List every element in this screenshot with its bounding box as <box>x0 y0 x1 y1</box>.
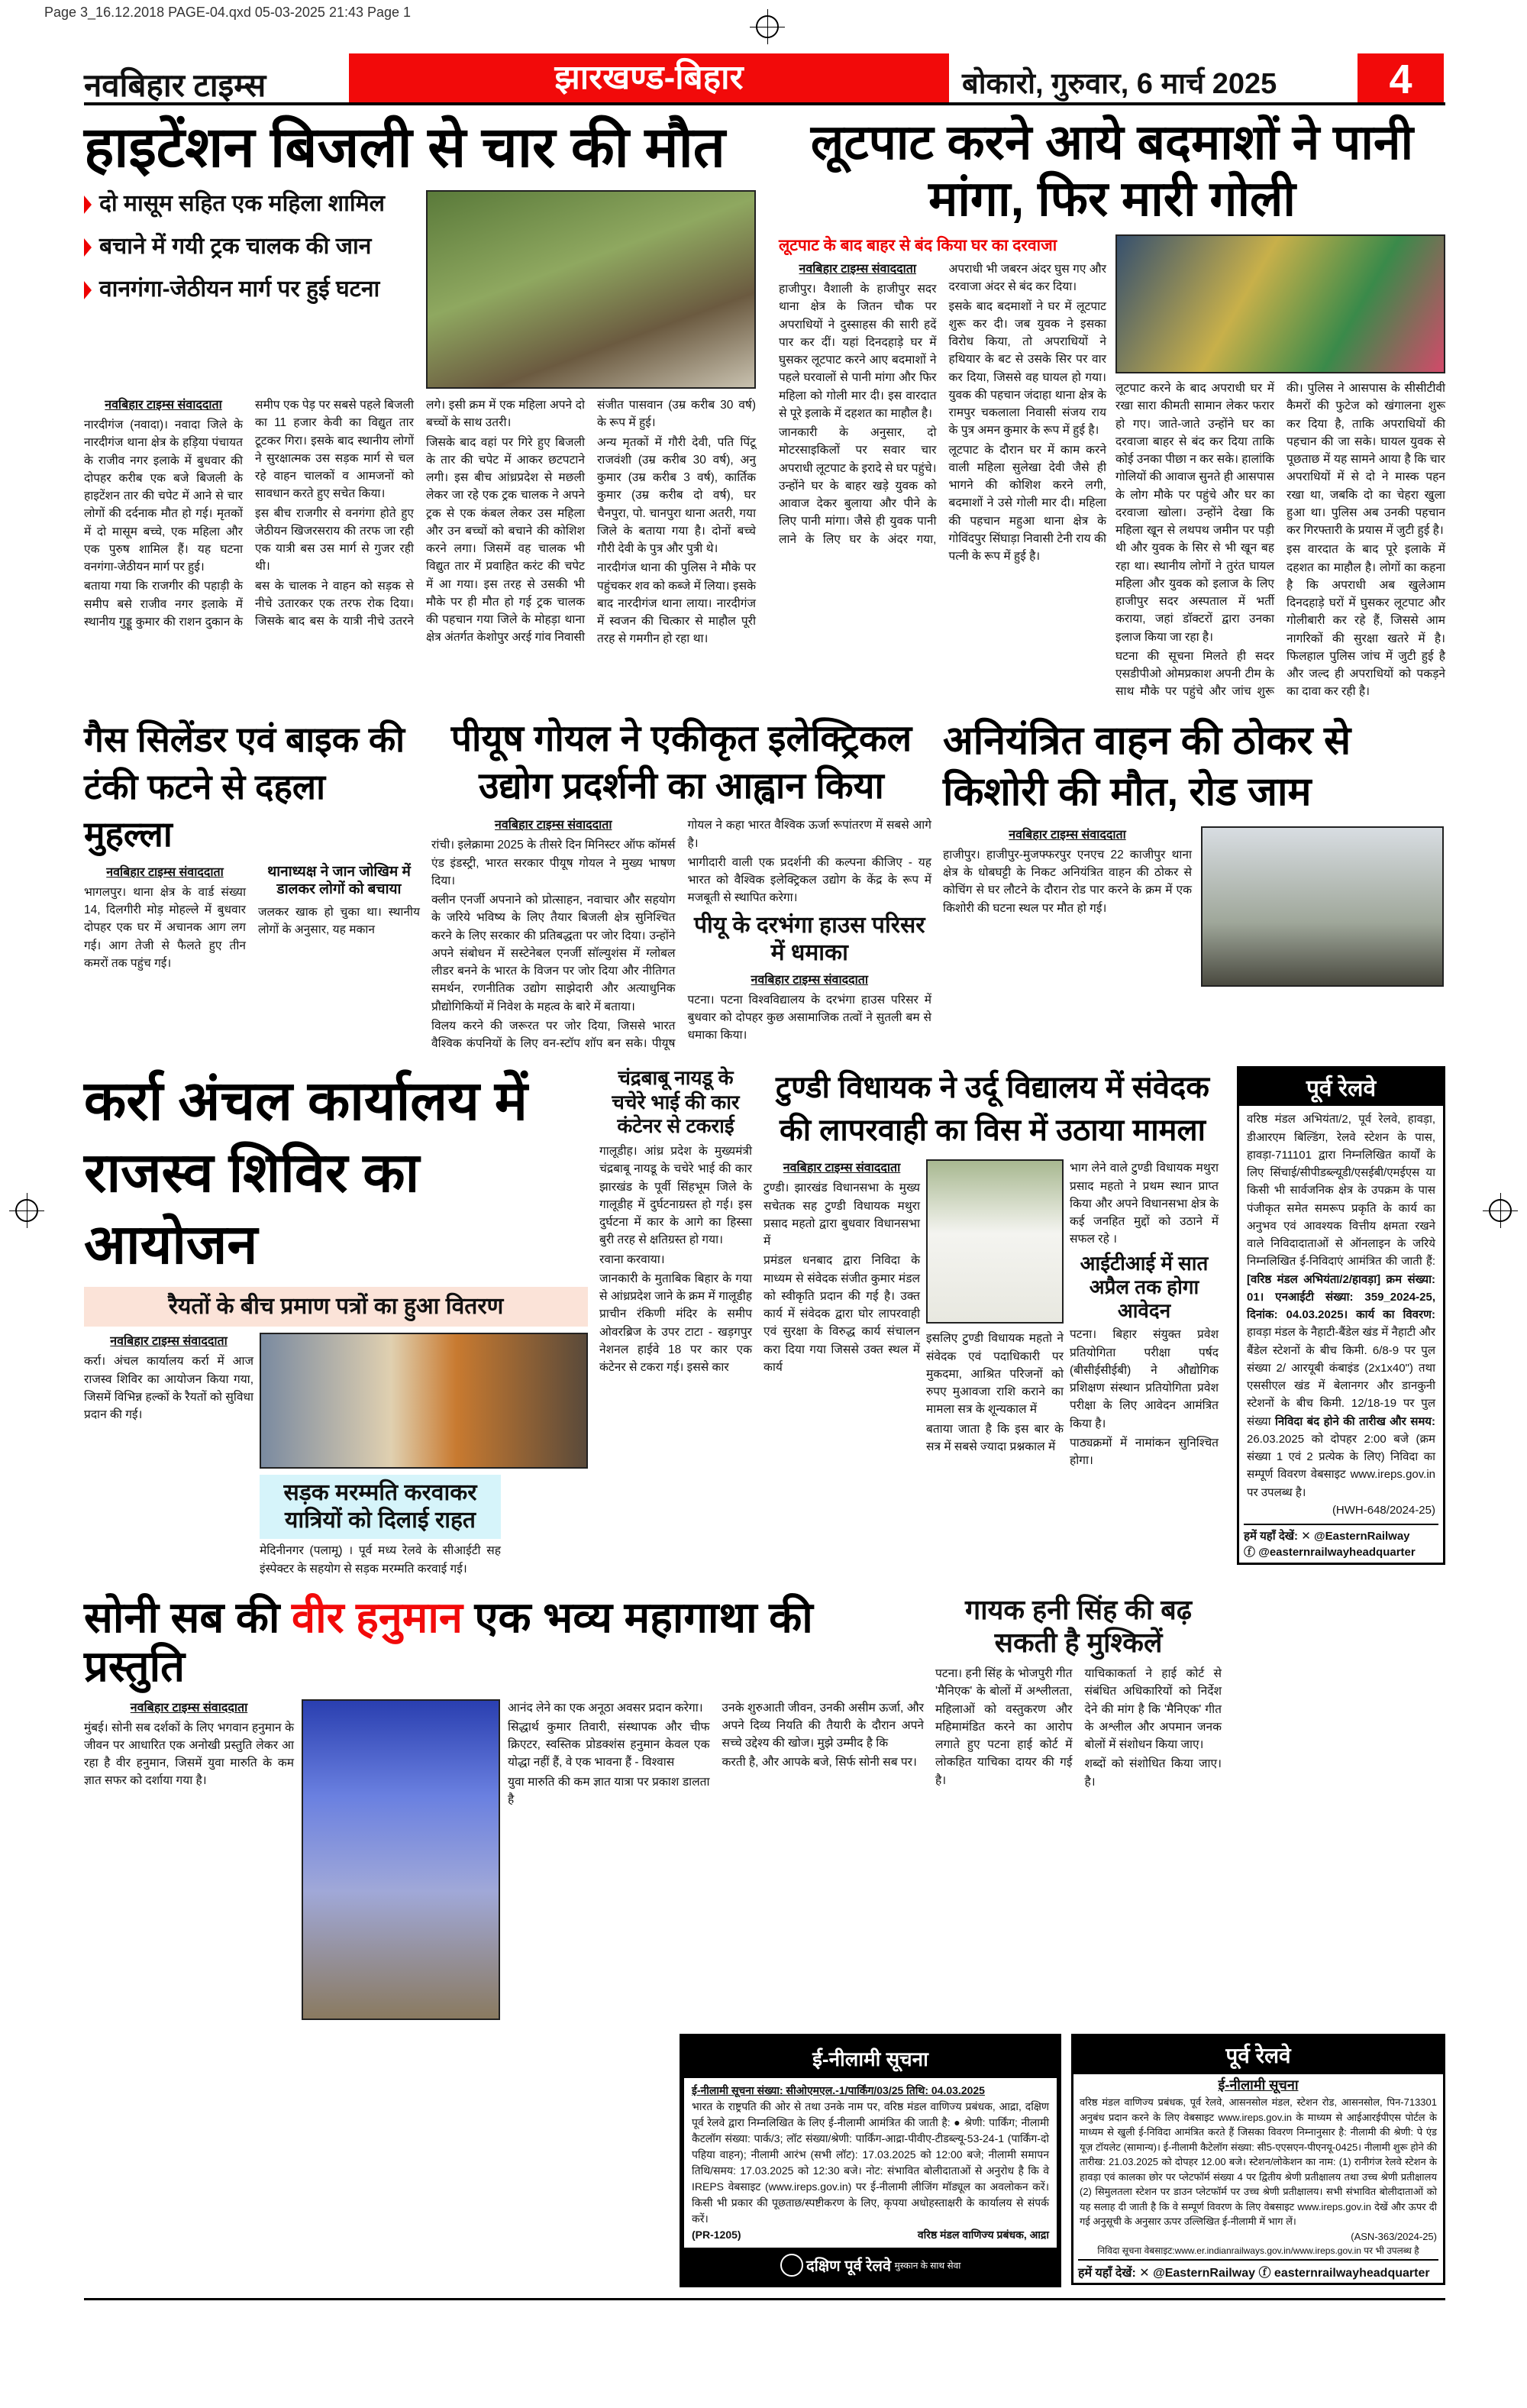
byline: नवबिहार टाइम्स संवाददाता <box>110 1335 228 1349</box>
left-area <box>84 1066 1222 2019</box>
byline: नवबिहार टाइम्स संवाददाता <box>783 1162 901 1175</box>
notice-subtitle: ई-नीलामी सूचना <box>1218 2077 1299 2093</box>
byline: नवबिहार टाइम्स संवाददाता <box>751 973 868 987</box>
notice-text: वरिष्ठ मंडल वाणिज्य प्रबंधक, पूर्व रेलवे, आसनसोल मंडल, स्टेशन रोड, आसनसोल, पिन-713301 अनुबंध प्रदान करने के लिए वेबसाइट www.ireps.gov.in के माध्यम से आईआरईपीएस पोर्टल के माध्यम से खुली ई-निविदा आमंत्रित करते हैं जिसका विवरण निम्नानुसार है: नीलामी की श्रेणी: पे एंड यूज़ टॉयलेट (सामान्य)। ई-नीलामी कैटेलॉग संख्या: सी5-एएसएन-पीएनयू-0425। नीलामी शुरू होने की तारीख: 21.03.2025 को दोपहर 12.00 बजे। स्टेशन/लोकेशन का नाम: (1) रानीगंज रेलवे स्टेशन के हावड़ा एवं कालका छोर पर प्लेटफॉर्म संख्या 4 पर द्वितीय श्रेणी प्रतीक्षालय तथा उच्च श्रेणी प्रतीक्षालय (2) सिमुलतला स्टेशन पर डाउन प्लेटफॉर्म पर उच्च श्रेणी प्रतीक्षालय। सभी संभावित बोलीदाताओं को यह सलाह दी जाती है कि वे सम्पूर्ण विवरण के लिए वेबसाइट www.ireps.gov.in देखें और ऊपर दी गई अनुसूची के अनुसार ऊपर उल्लिखित ई-नीलामी में भाग लें। <box>1080 2096 1437 2228</box>
paragraph: आनंद लेने का एक अनूठा अवसर प्रदान करेगा। <box>508 1701 703 1715</box>
paragraph: विलय करने की जरूरत पर जोर दिया, जिससे भारत वैश्विक कंपनियों के लिए वन-स्टॉप शॉप बन सके। पीयूष गोयल ने कहा भारत वैश्विक ऊर्जा रूपांतरण में सबसे आगे है। <box>431 819 931 1051</box>
paragraph: जलकर खाक हो चुका था। स्थानीय लोगों के अनुसार, यह मकान <box>258 905 420 936</box>
paragraph: उनके शुरुआती जीवन, उनकी असीम ऊर्जा, और अपने दिव्य नियति की तैयारी के दौरान अपने सच्चे उद्देश्य की खोज। मुझे उम्मीद है कि <box>722 1701 924 1750</box>
story-body <box>84 1699 294 1792</box>
story-naidu-car <box>599 1066 752 1378</box>
paragraph: क्लीन एनर्जी अपनाने को प्रोत्साहन, नवाचार और सहयोग के जरिये भविष्य के लिए तैयार बिजली क्षेत्र सुनिश्चित करने के लिए सरकार की प्रतिबद्धता पर जोर दिया। उन्होंने अपने संबोधन में सस्टेनेबल एनर्जी सॉल्युशंस में ग्लोबल लीडर बनने के भारत के विजन पर जोर दिया और नीतिगत समर्थन, रणनीतिक उद्योग साझेदारी और अत्याधुनिक प्रौद्योगिकियों में निवेश के महत्व के बारे में बताया। <box>431 894 676 1013</box>
print-slug: Page 3_16.12.2018 PAGE-04.qxd 05-03-2025 21:43 Page 1 <box>44 5 412 20</box>
org-tagline: मुस्कान के साथ सेवा <box>894 2260 961 2271</box>
registration-mark-icon <box>15 1199 38 1222</box>
notice-ref: (ASN-363/2024-25) <box>1351 2230 1437 2242</box>
facebook-icon: ⓕ <box>1258 2267 1271 2280</box>
ser-logo-block <box>684 2248 1057 2283</box>
paragraph: पटना। हनी सिंह के भोजपुरी गीत 'मैनिएक' के बोलों में अश्लीलता, महिलाओं को वस्तुकरण और महिमामंडित करने का आरोप लगाते हुए पटना हाई कोर्ट में लोकहित याचिका दायर की गई है। <box>935 1667 1073 1787</box>
facebook-icon: ⓕ <box>1244 1546 1256 1560</box>
row-top-stories <box>84 115 1445 702</box>
story-body-left <box>779 234 1106 565</box>
paragraph: रांची। इलेक्रामा 2025 के तीसरे दिन मिनिस्टर ऑफ कॉमर्स एंड इंडस्ट्री, भारत सरकार पीयूष गोयल ने मुख्य भाषण दिया। <box>431 839 676 887</box>
subheadline: पीयू के दरभंगा हाउस परिसर में धमाका <box>693 912 925 965</box>
social-footer <box>1078 2259 1438 2280</box>
headline: लूटपाट करने आये बदमाशों ने पानी मांगा, फिर मारी गोली <box>810 115 1414 226</box>
paragraph: मेदिनीनगर (पलामू) । पूर्व मध्य रेलवे के सीआईटी सह इंस्पेक्टर के सहयोग से सड़क मरम्मति करवाई गई। <box>260 1544 501 1576</box>
story-body <box>935 1665 1222 1792</box>
paragraph: पाठ्यक्रमों में नामांकन सुनिश्चित होगा। <box>1070 1436 1219 1468</box>
social-label: हमें यहाँ देखें: <box>1244 1530 1299 1543</box>
paragraph: अन्य मृतकों में गौरी देवी, पति पिंटू राजवंशी (उम्र करीब 30 वर्ष), अनु कुमार (उम्र करीब 3 वर्ष), कार्तिक कुमार (उम्र करीब दो वर्ष), घर चैनपुरा, पो. चानपुरा थाना अतरी, गया जिले के बताया गया है। दोनों बच्चे गौरी देवी के पुत्र और पुत्री थे। <box>597 435 756 556</box>
bullet-item: दो मासूम सहित एक महिला शामिल <box>84 190 412 218</box>
story-body <box>764 1159 920 1378</box>
page-number: 4 <box>1358 53 1444 102</box>
byline: नवबिहार टाइम्स संवाददाता <box>495 819 612 832</box>
registration-mark-icon <box>1489 1199 1512 1222</box>
notice-text-bold: [वरिष्ठ मंडल अभियंता/2/हावड़ा] क्रम संख्या: 01। एनआईटी संख्या: 359_2024-25, दिनांक: 04.03.2025। कार्य का विवरण: <box>1247 1272 1435 1322</box>
x-handle[interactable]: @EasternRailway <box>1153 2267 1255 2280</box>
notice-title: ई-नीलामी सूचना <box>684 2038 1057 2078</box>
paragraph: सिद्धार्थ कुमार तिवारी, संस्थापक और चीफ क्रिएटर, स्वस्तिक प्रोडक्शंस हनुमान केवल एक योद्धा नहीं हैं, वे एक भावना हैं - विश्वास <box>508 1720 710 1770</box>
story-body <box>260 1542 501 1579</box>
paragraph: जानकारी के अनुसार, दो मोटरसाइकिलों पर सवार चार अपराधी लूटपाट के इरादे से घर पहुंचे। उन्होंने घर के बाहर खड़े युवक को आवाज देकर बुलाया और पीने के लिए पानी मांगा। जैसे ही युवक पानी लाने के लिए घर के अंदर गया, अपराधी भी जबरन अंदर घुस गए और दरवाजा अंदर से बंद कर दिया। <box>779 263 1106 546</box>
story-road-accident <box>943 716 1445 987</box>
row-third <box>84 1066 1445 2019</box>
paragraph: भागीदारी वाली एक प्रदर्शनी की कल्पना कीजिए - यह भारत को वैश्विक इलेक्ट्रिकल उद्योग के केंद्र के रूप में मजबूती से स्थापित करेगा। <box>687 855 931 905</box>
paragraph: इस बीच राजगीर से वनगंगा होते हुए जेठीयन खिजरसराय की तरफ जा रही एक यात्री बस उस मार्ग से गुजर रही थी। <box>255 506 414 574</box>
paragraph: जानकारी के मुताबिक बिहार के गया से आंध्रप्रदेश जाने के क्रम में गालूडीह प्राचीन रंकिणी मंदिर के समीप ओवरब्रिज के उपर टाटा - खड़गपुर नेशनल हाईवे 18 पर कार एक कंटेनर से टकरा गई। इससे कार <box>599 1272 752 1375</box>
facebook-handle[interactable]: easternrailwayheadquarter <box>1274 2267 1430 2280</box>
paragraph: बताया जाता है कि इस बार के सत्र में सबसे ज्यादा प्रश्नकाल में <box>926 1422 1064 1453</box>
notice-pr-number: (PR-1205) <box>692 2228 741 2241</box>
registration-mark-icon <box>756 15 779 38</box>
story-body <box>84 396 756 648</box>
notice-signatory: वरिष्ठ मंडल वाणिज्य प्रबंधक, आद्रा <box>917 2228 1049 2241</box>
footer-rule <box>84 2298 1445 2300</box>
notice-website[interactable]: निविदा सूचना वेबसाइट:www.er.indianrailways.gov.in/www.ireps.gov.in पर भी उपलब्ध है <box>1097 2245 1419 2257</box>
headline: पीयूष गोयल ने एकीकृत इलेक्ट्रिकल उद्योग प्रदर्शनी का आह्वान किया <box>450 718 912 807</box>
paragraph: जिसके बाद वहां पर गिरे हुए बिजली के तार की चपेट में आकर छटपटाने लगी। इस बीच आंध्रप्रदेश से मछली लेकर जा रहे एक ट्रक चालक ने अपने ट्रक से एक कंबल लेकर उस महिला और उन बच्चों को बचाने की कोशिश करने लगा। जिसमें वह चालक भी विद्युत तार में प्रवाहित करंट की चपेट में आ गया। इस तरह से उसकी भी मौके पर ही मौत हो गई ट्रक चालक की पहचान गया जिले के मोहड़ा थाना क्षेत्र अंतर्गत केशोपुर अरई गांव निवासी संजीत पासवान (उम्र करीब 30 वर्ष) के रूप में हुई। <box>426 399 756 645</box>
paragraph: इसके बाद बदमाशों ने घर में लूटपाट शुरू कर दी। जब युवक ने इसका विरोध किया, तो अपराधियों ने हथियार के बट से उसके सिर पर वार कर दिया, जिससे वह घायल हो गया। युवक की पहचान जंदाहा थाना क्षेत्र के रामपुर चकलाला निवासी संजय राय के पुत्र अमन कुमार के रूप में हुई है। <box>948 299 1106 438</box>
notice-ref: (HWH-648/2024-25) <box>1332 1503 1435 1517</box>
story-body <box>84 1333 253 1425</box>
paragraph: नारदीगंज (नवादा)। नवादा जिले के नारदीगंज थाना क्षेत्र के हड़िया पंचायत के राजीव नगर इलाके में बुधवार की दोपहर करीब एक बजे बिजली के हाइटेंशन तार की चपेट में आने से चार लोगों की दर्दनाक मौत हो गई। मृतकों में दो मासूम बच्चे, एक महिला और एक पुरुष शामिल हैं। यह घटना वनगंगा-जेठीयन मार्ग पर हुई। <box>84 419 243 574</box>
paragraph: कर्रा। अंचल कार्यालय कर्रा में आज राजस्व शिविर का आयोजन किया गया, जिसमें विभिन्न हल्कों के रैयतों को सुविधा प्रदान की गई। <box>84 1355 253 1421</box>
story-body-right <box>1115 234 1445 702</box>
newspaper-page <box>84 53 1445 2300</box>
story-gas-cylinder <box>84 716 420 973</box>
headline-part: सोनी सब की <box>84 1592 292 1641</box>
headline-part: एक भव्य महागाथा की प्रस्तुति <box>84 1592 813 1691</box>
paragraph: पटना। बिहार संयुक्त प्रवेश प्रतियोगिता परीक्षा पर्षद (बीसीईसीईबी) ने औद्योगिक प्रशिक्षण संस्थान प्रतियोगिता प्रवेश परीक्षा के लिए आवेदन आमंत्रित किया है। <box>1070 1328 1219 1430</box>
x-icon: ✕ <box>1301 1530 1311 1543</box>
story-body <box>599 1143 752 1378</box>
paragraph: इसलिए टुण्डी विधायक महतो ने संवेदक एवं पदाधिकारी पर मुकदमा, आश्रित परिजनों को रुपए मुआवजा राशि कराने का मामला सत्र के शून्यकाल में <box>926 1332 1064 1417</box>
paragraph: इस वारदात के बाद पूरे इलाके में दहशत का माहौल है। लोगों का कहना है कि अपराधी अब खुलेआम दिनदहाड़े घरों में घुसकर लूटपाट और गोलीबारी कर रहे हैं, जिससे आम नागरिकों की सुरक्षा खतरे में है। फिलहाल पुलिस जांच में जुटी हुई है और जल्द ही अपराधियों को पकड़ने का दावा कर रही है। <box>1286 543 1445 699</box>
paragraph: हाजीपुर। वैशाली के हाजीपुर सदर थाना क्षेत्र के जितन चौक पर अपराधियों ने दुस्साहस की सारी हदें पार कर दीं। यहां दिनदहाड़े घर में घुसकर लूटपाट करने आए बदमाशों ने पहले घरवालों से पानी मांगा और फिर महिला को गोली मार दी। इस वारदात से पूरे इलाके में दहशत का माहौल है। <box>779 283 937 420</box>
row-bottom-notices <box>84 2034 1445 2287</box>
notice-text: हावड़ा मंडल के नैहाटी-बैंडेल खंड में नैहाटी और बैंडेल स्टेशनों के बीच किमी. 6/8-9 पर पुल संख्या 2/ आरयूबी कंबाइंड (2x1x40") तथा एससीएल खंड में बेलानगर और डानकुनी स्टेशनों के बीच किमी. 12/18-19 पर पुल संख्या <box>1247 1326 1435 1428</box>
x-handle[interactable]: @EasternRailway <box>1313 1530 1410 1543</box>
social-label: हमें यहाँ देखें: <box>1078 2267 1136 2280</box>
story-body <box>431 816 931 1052</box>
paragraph: घटना की सूचना मिलते ही सदर एसडीपीओ ओमप्रकाश अपनी टीम के साथ मौके पर पहुंचे और जांच शुरू की। पुलिस ने आसपास के सीसीटीवी कैमरों की फुटेज को खंगालना शुरू कर दिया है, ताकि अपराधियों की पहचान की जा सके। घायल युवक से पूछताछ में यह सामने आया है कि चार अपराधियों में से दो ने मास्क पहन रखा था, जबकि दो का चेहरा खुला हुआ था। पुलिस अब उनकी पहचान कर गिरफ्तारी के प्रयास में जुटी हुई है। <box>1115 382 1445 699</box>
notice-title: पूर्व रेलवे <box>1073 2036 1443 2074</box>
road-jam-photo <box>1201 826 1444 987</box>
headline: चंद्रबाबू नायडू के चचेरे भाई की कार कंटेनर से टकराई <box>612 1066 740 1137</box>
section-banner: झारखण्ड-बिहार <box>349 53 949 102</box>
notice-text: 26.03.2025 को दोपहर 2:00 बजे (क्रम संख्या 1 एवं 2 प्रत्येक के लिए) निविदा का सम्पूर्ण विवरण वेबसाइट www.ireps.gov.in पर उपलब्ध है। <box>1247 1432 1435 1499</box>
story-robbery <box>779 115 1445 702</box>
story-body <box>1070 1159 1219 1471</box>
paragraph: शब्दों को संशोधित किया जाए। है। <box>1084 1757 1222 1789</box>
subheadline: आईटीआई में सात अप्रैल तक होगा आवेदन <box>1080 1251 1209 1323</box>
e-auction-notice <box>680 2034 1061 2287</box>
notice-text: वरिष्ठ मंडल अभियंता/2, पूर्व रेलवे, हावड़ा, डीआरएम बिल्डिंग, रेलवे स्टेशन के पास, हावड़ा-711101 द्वारा निम्नलिखित कार्यों के लिए सिंचाई/सीपीडब्ल्यूडी/एसईबी/एमईएस या किसी भी सार्वजनिक क्षेत्र के उपक्रम के पास पंजीकृत समेत समरूप प्रकृति के कार्य का अनुभव एवं आवश्यक वित्तीय क्षमता रखने वाले निविदादाताओं से ऑनलाइन के जरिये निम्नलिखित ई-निविदाएं आमंत्रित की जाती हैं: <box>1247 1113 1435 1269</box>
paragraph: बताया गया कि राजगीर की पहाड़ी के समीप बसे राजीव नगर इलाके में स्थानीय गुड्डू कुमार की राशन दुकान के समीप एक पेड़ पर सबसे पहले बिजली का 11 हजार केवी का विद्युत तार टूटकर गिरा। इसके बाद स्थानीय लोगों ने सुरक्षात्मक उस सड़क मार्ग से चल रहे वाहन चालकों व आमजनों को सावधान करते हुए सचेत किया। <box>84 399 414 629</box>
strapline: रैयतों के बीच प्रमाण पत्रों का हुआ वितरण <box>84 1287 588 1327</box>
police-hospital-photo <box>1115 234 1445 373</box>
eastern-railway-auction-notice <box>1071 2034 1445 2286</box>
social-footer <box>1244 1524 1438 1560</box>
story-honey-singh <box>935 1593 1222 1792</box>
headline: सड़क मरम्मति करवाकर यात्रियों को दिलाई राहत <box>260 1475 501 1539</box>
camp-photo <box>260 1333 588 1469</box>
paragraph: लूटपाट के दौरान घर में काम करने वाली महिला सुलेखा देवी जैसे ही भागने की कोशिश करने लगी, बदमाशों ने उसे गोली मार दी। महिला की पहचान महुआ थाना क्षेत्र के गोविंदपुर सिंघाड़ा निवासी टेनी राय की पत्नी के रूप में हुई है। <box>948 443 1106 564</box>
headline: कर्रा अंचल कार्यालय में राजस्व शिविर का आयोजन <box>84 1071 528 1275</box>
x-icon: ✕ <box>1139 2267 1150 2280</box>
paragraph: युवा मारुति की कम ज्ञात यात्रा पर प्रकाश डालता है <box>508 1775 710 1806</box>
paragraph: टुण्डी। झारखंड विधानसभा के मुख्य सचेतक सह टुण्डी विधायक मथुरा प्रसाद महतो द्वारा बुधवार विधानसभा में <box>764 1181 920 1249</box>
story-revenue-camp <box>84 1066 588 1579</box>
paragraph: भागलपुर। थाना क्षेत्र के वार्ड संख्या 14, दिलगीरी मोड़ मोहल्ले में बुधवार दोपहर एक घर में अचानक आग लग गई। आग तेजी से फैलते हुए तीन कमरों तक पहुंच गई। <box>84 885 246 970</box>
bullet-item: बचाने में गयी ट्रक चालक की जान <box>84 233 412 260</box>
story-veer-hanuman <box>84 1593 924 2020</box>
paragraph: मुंबई। सोनी सब दर्शकों के लिए भगवान हनुमान के जीवन पर आधारित एक अनोखी प्रस्तुति लेकर आ रहा है वीर हनुमान, जिसमें युवा मारुति के कम ज्ञात सफर को दर्शाया गया है। <box>84 1721 294 1788</box>
byline: नवबिहार टाइम्स संवाददाता <box>130 1701 248 1715</box>
headline: अनियंत्रित वाहन की ठोकर से किशोरी की मौत, रोड जाम <box>943 718 1351 815</box>
story-body <box>943 826 1192 919</box>
story-body <box>926 1330 1064 1457</box>
story-body <box>508 1699 924 1809</box>
story-electrocution <box>84 115 756 648</box>
subheadline: लूटपाट के बाद बाहर से बंद किया घर का दरवाजा <box>779 237 1057 255</box>
paragraph: बस के चालक ने वाहन को सड़क से नीचे उतारकर एक तरफ रोक दिया। जिसके बाद बस के यात्री नीचे उतरने लगे। इसी क्रम में एक महिला अपने दो बच्चों के साथ उतरी। <box>255 399 585 629</box>
paragraph: नारदीगंज थाना की पुलिस ने मौके पर पहुंचकर शव को कब्जे में लिया। इसके बाद नारदीगंज थाना लाया। नारदीगंज में स्वजन की चित्कार से माहौल पूरी तरह से गमगीन हो रहा था। <box>597 561 756 646</box>
bullet-item: वानगंगा-जेठीयन मार्ग पर हुई घटना <box>84 276 412 303</box>
ser-emblem-icon <box>780 2254 803 2277</box>
headline-highlight: वीर हनुमान <box>291 1592 463 1641</box>
headline: गायक हनी सिंह की बढ़ सकती है मुश्किलें <box>964 1593 1193 1658</box>
byline: नवबिहार टाइम्स संवाददाता <box>799 263 916 276</box>
paragraph: रवाना करवाया। <box>599 1252 665 1266</box>
notice-ref-line: ई-नीलामी सूचना संख्या: सीओएमएल.-1/पार्किंग/03/25 तिथि: 04.03.2025 <box>692 2083 985 2096</box>
byline: नवबिहार टाइम्स संवाददाता <box>105 399 222 412</box>
paragraph: पटना। पटना विश्वविद्यालय के दरभंगा हाउस परिसर में बुधवार को दोपहर कुछ असामाजिक तत्वों ने सुतली बम से धमाका किया। <box>687 993 931 1042</box>
story-tundi-mla <box>764 1066 1222 1471</box>
veer-hanuman-poster <box>302 1699 500 2020</box>
bullet-list <box>84 190 412 318</box>
notice-text: भारत के राष्ट्रपति की ओर से तथा उनके नाम पर, वरिष्ठ मंडल वाणिज्य प्रबंधक, आद्रा, दक्षिण पूर्व रेलवे द्वारा निम्नलिखित के लिए ई-नीलामी आमंत्रित की जाती है: ● श्रेणी: पार्किंग; नीलामी कैटलॉग संख्या: पार्क/3; लॉट संख्या/श्रेणी: पार्किंग-आद्रा-पीवीए-टीडब्ल्यू-53-24-1 (पार्किंग-दो पहिया वाहन); नीलामी आरंभ (सभी लॉट): 17.03.2025 को 12:00 बजे; नीलामी समापन तिथि/समय: 17.03.2025 को 12:30 बजे। नोट: संभावित बोलीदाताओं से अनुरोध है कि वे IREPS वेबसाइट (www.ireps.gov.in) पर ई-नीलामी लीजिंग मॉड्यूल का अवलोकन करें। किसी भी प्रकार की पूछताछ/स्पष्टीकरण के लिए, कृपया अधोहस्ताक्षरी के कार्यालय से संपर्क करें। <box>692 2099 1049 2225</box>
paragraph: प्रमंडल धनबाद द्वारा निविदा के माध्यम से संवेदक संजीत कुमार मंडल को स्वीकृति प्रदान की गई है। उक्त कार्य में संवेदक द्वारा घोर लापरवाही एवं सुरक्षा के विरुद्ध कार्य संचालन करा दिया गया जिससे उक्त स्थल में कार्य <box>764 1254 920 1374</box>
byline: नवबिहार टाइम्स संवाददाता <box>106 865 224 879</box>
notice-deadline-label: निविदा बंद होने की तारीख और समय: <box>1274 1414 1436 1428</box>
story-body <box>84 864 420 972</box>
org-name: दक्षिण पूर्व रेलवे <box>806 2258 892 2275</box>
paper-name: नवबिहार टाइम्स <box>84 67 266 103</box>
headline: टुण्डी विधायक ने उर्दू विद्यालय में संवेदक की लापरवाही का विस में उठाया मामला <box>775 1071 1210 1148</box>
byline: नवबिहार टाइम्स संवाददाता <box>1009 828 1126 842</box>
facebook-handle[interactable]: @easternrailwayheadquarter <box>1258 1546 1416 1560</box>
paragraph: भाग लेने वाले टुण्डी विधायक मथुरा प्रसाद महतो ने प्रथम स्थान प्राप्त किया और अपने विधानसभा क्षेत्र के कई जनहित मुद्दों को उठाने में सफल रहे । <box>1070 1162 1219 1246</box>
headline: हाइटेंशन बिजली से चार की मौत <box>84 115 725 179</box>
accident-site-photo <box>426 190 756 389</box>
paragraph: हाजीपुर। हाजीपुर-मुजफ्फरपुर एनएच 22 काजीपुर थाना क्षेत्र के धोबघट्टी के निकट अनियंत्रित वाहन की ठोकर से कोचिंग से घर लौटने के दौरान रोड पार करने के क्रम में एक किशोरी की घटना स्थल पर मौत हो गई। <box>943 848 1192 915</box>
paragraph: लूटपाट करने के बाद अपराधी घर में रखा सारा कीमती सामान लेकर फरार हो गए। जाते-जाते उन्होंने घर का दरवाजा बाहर से बंद कर दिया ताकि कोई उनका पीछा न कर सके। हालांकि गोलियों की आवाज सुनते ही आसपास के लोग मौके पर पहुंचे और घर का दरवाजा खोला। उन्होंने देखा कि महिला खून से लथपथ जमीन पर पड़ी थी और युवक के सिर से भी खून बह रहा था। स्थानीय लोगों ने तुरंत घायल महिला और युवक को इलाज के लिए हाजीपुर सदर अस्पताल में भर्ती कराया, जहां डॉक्टरों द्वारा उनका इलाज किया जा रहा है। <box>1115 382 1274 644</box>
headline <box>84 1593 924 1692</box>
paragraph: गालूडीह। आंध्र प्रदेश के मुख्यमंत्री चंद्रबाबू नायडू के चचेरे भाई की कार झारखंड के पूर्वी सिंहभूम जिले के गालूडीह में दुर्घटनाग्रस्त हो गई। इस दुर्घटना में कार के आगे का हिस्सा बुरी तरह से क्षतिग्रस्त हो गया। <box>599 1145 752 1247</box>
subheadline: थानाध्यक्ष ने जान जोखिम में डालकर लोगों को बचाया <box>267 863 411 897</box>
masthead <box>84 53 1445 105</box>
dateline: बोकारो, गुरुवार, 6 मार्च 2025 <box>962 68 1277 100</box>
headline: गैस सिलेंडर एवं बाइक की टंकी फटने से दहला मुहल्ला <box>84 719 405 854</box>
paragraph: याचिकाकर्ता ने हाई कोर्ट से संबंधित अधिकारियों को निर्देश देने की मांग है कि 'मैनिएक' गीत के अश्लील और अपमान जनक बोलों में संशोधन किया जाए। <box>1084 1667 1222 1752</box>
paragraph: करती है, और आपके बजे, सिर्फ सोनी सब पर। <box>722 1756 917 1770</box>
mla-photo <box>926 1159 1064 1324</box>
story-piyush-goyal <box>431 716 931 1053</box>
row-second-stories <box>84 716 1445 1053</box>
eastern-railway-tender-notice <box>1237 1066 1445 1565</box>
notice-title: पूर्व रेलवे <box>1239 1068 1443 1106</box>
